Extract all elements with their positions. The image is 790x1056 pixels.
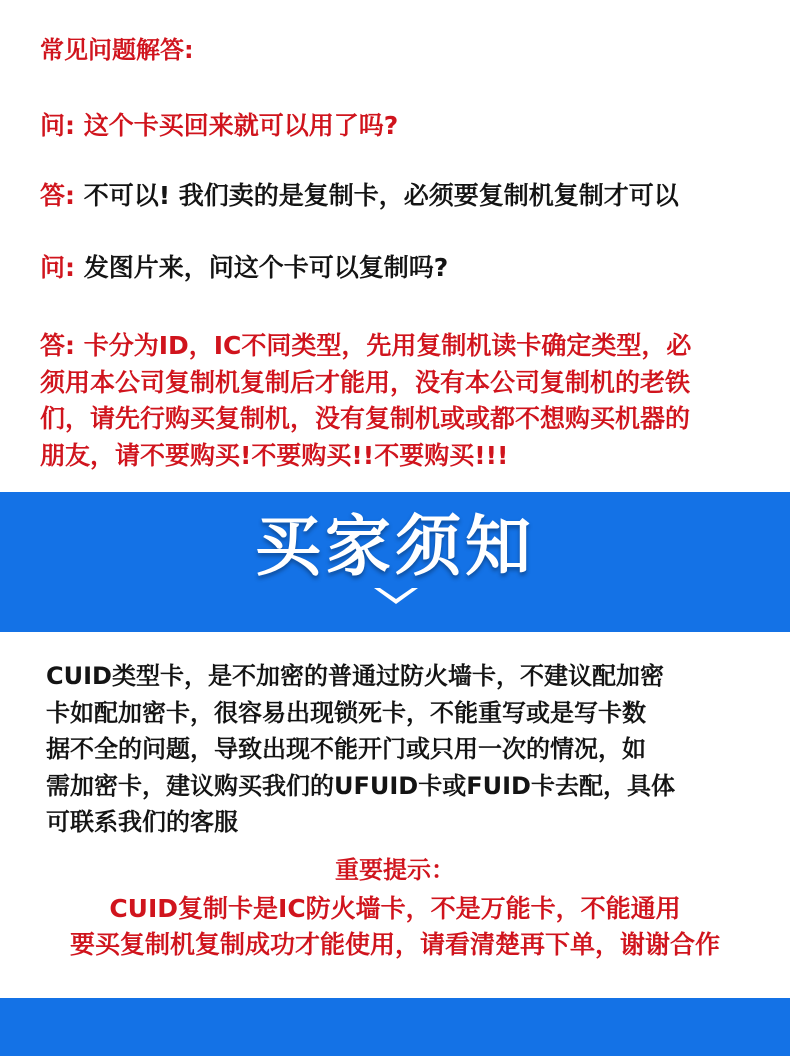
chevron-down-icon bbox=[374, 588, 418, 604]
notice-line: 据不全的问题，导致出现不能开门或只用一次的情况，如 bbox=[46, 735, 646, 763]
notice-line: 需加密卡，建议购买我们的UFUID卡或FUID卡去配，具体 bbox=[46, 771, 675, 800]
answer-2-line: 们，请先行购买复制机，没有复制机或或都不想购买机器的 bbox=[40, 404, 691, 433]
faq-answer-1 bbox=[40, 183, 679, 208]
important-tip-title: 重要提示： bbox=[335, 856, 455, 884]
faq-title: 常见问题解答: bbox=[40, 36, 194, 64]
answer-2-line: 须用本公司复制机复制后才能用，没有本公司复制机的老铁 bbox=[40, 367, 691, 397]
answer-1-text: 不可以! 我们卖的是复制卡，必须要复制机复制才可以 bbox=[75, 181, 679, 210]
notice-line: 卡如配加密卡，很容易出现锁死卡，不能重写或是写卡数 bbox=[46, 698, 646, 727]
banner-title: 买家须知 bbox=[255, 508, 535, 585]
important-tip-line-1: CUID复制卡是IC防火墙卡，不是万能卡，不能通用 bbox=[109, 894, 681, 923]
answer-2-line: 朋友，请不要购买!不要购买!!不要购买!!! bbox=[40, 440, 509, 470]
faq-answer-2 bbox=[40, 328, 760, 474]
notice-paragraph bbox=[46, 658, 756, 841]
question-2-text: 发图片来，问这个卡可以复制吗? bbox=[75, 253, 449, 282]
important-tip-line-2: 要买复制机复制成功才能使用，请看清楚再下单，谢谢合作 bbox=[69, 930, 720, 959]
bottom-bar bbox=[0, 998, 790, 1056]
notice-line: 可联系我们的客服 bbox=[46, 808, 238, 836]
question-2-prefix: 问: bbox=[40, 253, 75, 282]
answer-1-prefix: 答: bbox=[40, 181, 75, 210]
faq-question-1: 问: 这个卡买回来就可以用了吗? bbox=[40, 111, 399, 140]
faq-question-2 bbox=[40, 255, 448, 280]
notice-line: CUID类型卡，是不加密的普通过防火墙卡，不建议配加密 bbox=[46, 662, 664, 690]
buyer-notice-banner bbox=[0, 492, 790, 632]
answer-2-line: 答: 卡分为ID，IC不同类型，先用复制机读卡确定类型，必 bbox=[40, 331, 692, 360]
